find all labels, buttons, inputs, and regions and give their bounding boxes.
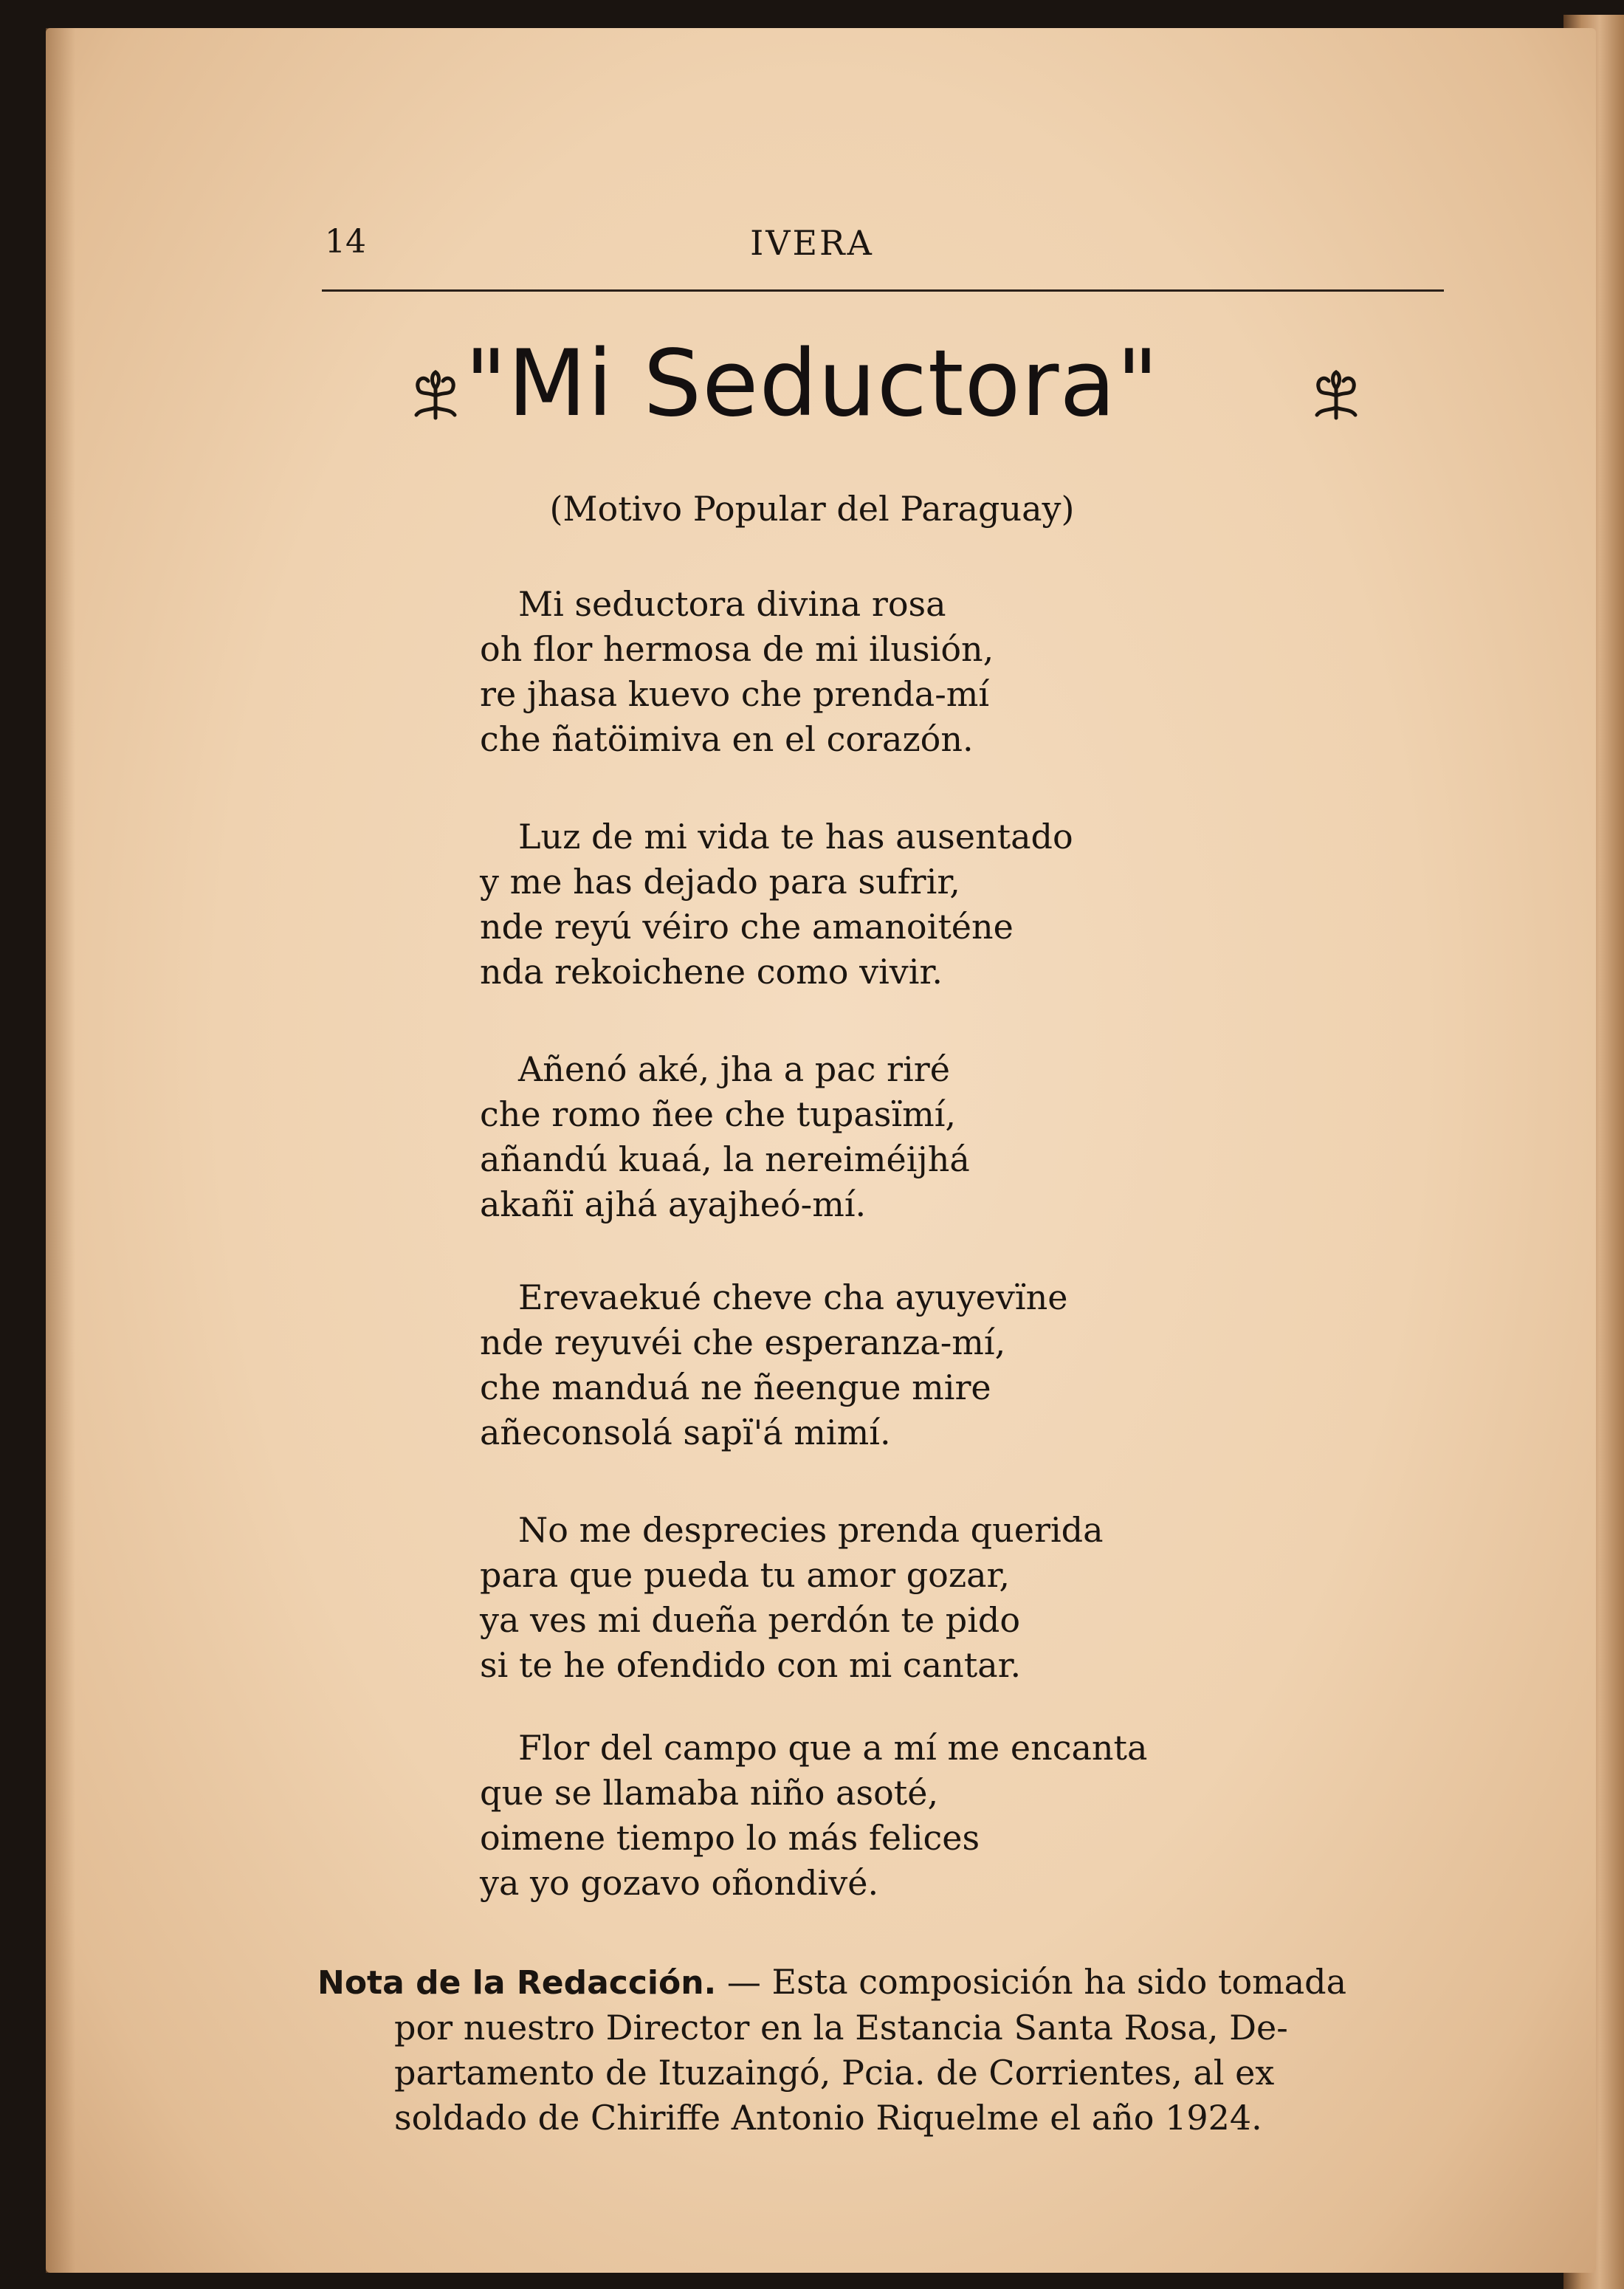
verse-line: Flor del campo que a mí me encanta xyxy=(518,1728,1148,1768)
poem-subtitle: (Motivo Popular del Paraguay) xyxy=(549,489,1075,529)
verse-line: que se llamaba niño asoté, xyxy=(480,1773,939,1813)
verse-line: Añenó aké, jha a pac riré xyxy=(518,1049,950,1089)
editorial-note xyxy=(317,1960,1439,2141)
note-label: Nota de la Redacción. xyxy=(317,1964,717,2002)
verse-line: Mi seductora divina rosa xyxy=(518,584,946,624)
poem-title: "Mi Seductora" xyxy=(464,331,1160,437)
verse-line: y me has dejado para sufrir, xyxy=(480,862,960,902)
stanza xyxy=(480,1726,1147,1906)
verse-line: ya ves mi dueña perdón te pido xyxy=(480,1600,1021,1640)
verse-line: nde reyú véiro che amanoiténe xyxy=(480,907,1014,947)
stanza xyxy=(480,582,994,762)
stanza xyxy=(480,1275,1067,1455)
verse-line: No me desprecies prenda querida xyxy=(518,1510,1104,1550)
page-number: 14 xyxy=(325,223,366,261)
stanza xyxy=(480,1047,970,1227)
stanza xyxy=(480,814,1073,995)
note-text: partamento de Ituzaingó, Pcia. de Corrientes, al ex xyxy=(394,2053,1275,2093)
verse-line: añandú kuaá, la nereiméijhá xyxy=(480,1139,970,1179)
verse-line: Luz de mi vida te has ausentado xyxy=(518,817,1073,857)
verse-line: che manduá ne ñeengue mire xyxy=(480,1367,991,1407)
verse-line: che ñatöimiva en el corazón. xyxy=(480,719,974,759)
verse-line: Erevaekué cheve cha ayuyevïne xyxy=(518,1277,1068,1317)
verse-line: oimene tiempo lo más felices xyxy=(480,1818,980,1858)
verse-line: ya yo gozavo oñondivé. xyxy=(480,1863,879,1903)
note-first-line xyxy=(317,1960,1439,2005)
note-text: soldado de Chiriffe Antonio Riquelme el año 1924. xyxy=(394,2098,1262,2138)
running-head: IVERA xyxy=(750,223,874,263)
verse-line: che romo ñee che tupasïmí, xyxy=(480,1094,957,1134)
note-text: — Esta composición ha sido tomada xyxy=(726,1962,1347,2002)
header-rule xyxy=(322,289,1444,292)
verse-line: nda rekoichene como vivir. xyxy=(480,952,943,992)
verse-line: nde reyuvéi che esperanza-mí, xyxy=(480,1322,1006,1362)
verse-line: añeconsolá sapï'á mimí. xyxy=(480,1413,891,1452)
note-text: por nuestro Director en la Estancia Santa Rosa, De- xyxy=(394,2008,1288,2048)
verse-line: para que pueda tu amor gozar, xyxy=(480,1555,1011,1595)
verse-line: oh flor hermosa de mi ilusión, xyxy=(480,629,994,669)
verse-line: si te he ofendido con mi cantar. xyxy=(480,1645,1022,1685)
verse-line: akañï ajhá ayajheó-mí. xyxy=(480,1184,867,1224)
stanza xyxy=(480,1508,1104,1688)
verse-line: re jhasa kuevo che prenda-mí xyxy=(480,674,990,714)
